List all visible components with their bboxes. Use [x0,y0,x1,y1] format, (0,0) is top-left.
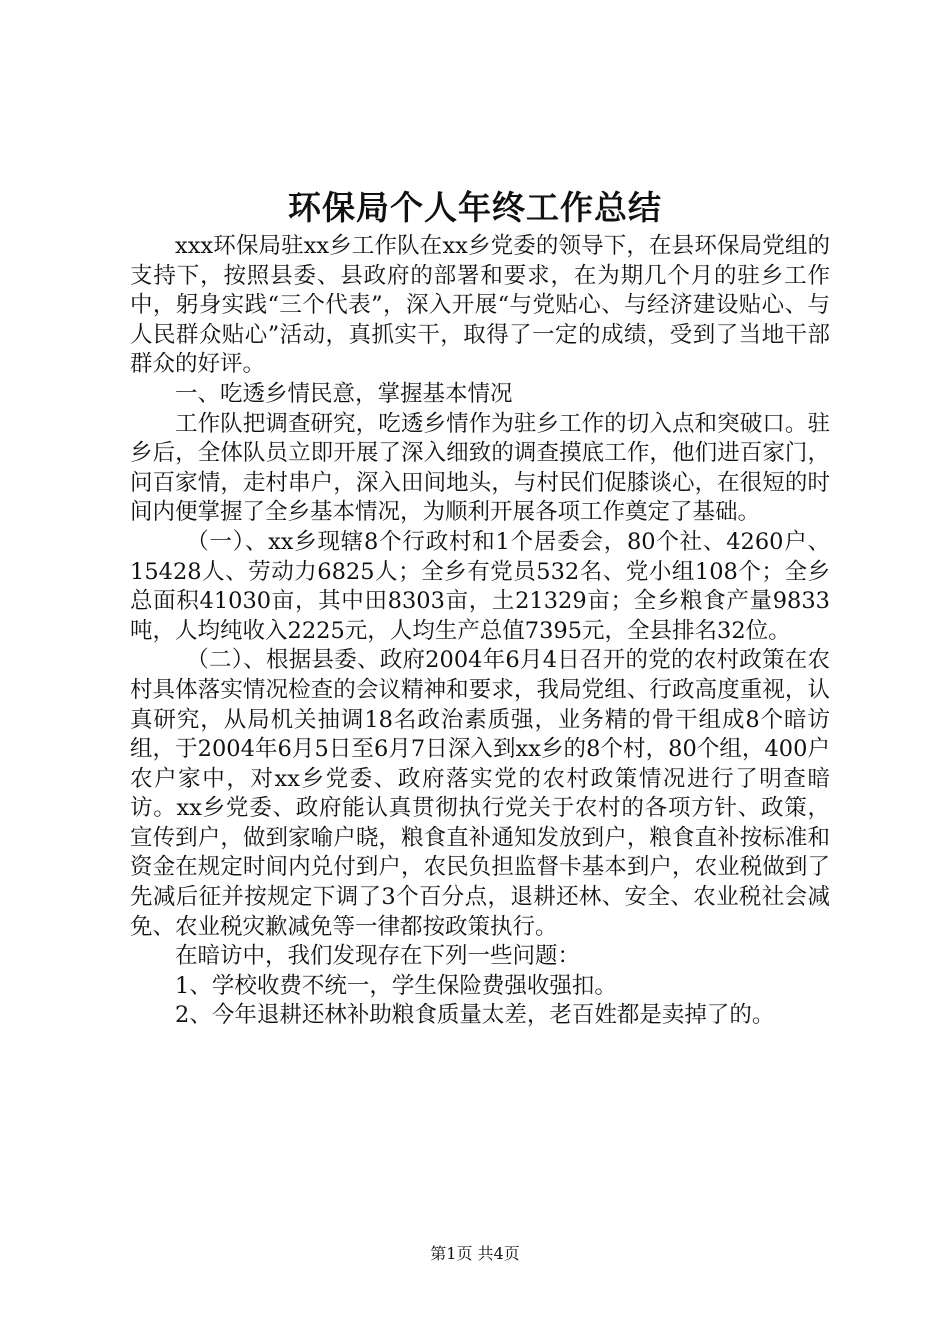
paragraph-intro: xxx环保局驻xx乡工作队在xx乡党委的领导下，在县环保局党组的支持下，按照县委、县政府的部署和要求，在为期几个月的驻乡工作中，躬身实践“三个代表”，深入开展“与党贴心、与经济建设贴心、与人民群众贴心”活动，真抓实干，取得了一定的成绩，受到了当地干部群众的好评。 [130,233,830,378]
section-heading-1: 一、吃透乡情民意，掌握基本情况 [175,380,513,407]
paragraph-investigation: 工作队把调查研究，吃透乡情作为驻乡工作的切入点和突破口。驻乡后，全体队员立即开展了深入细致的调查摸底工作，他们进百家门，问百家情，走村串户，深入田间地头，与村民们促膝谈心，在很短的时间内便掌握了全乡基本情况，为顺利开展各项工作奠定了基础。 [130,410,830,526]
paragraph-item-1: （一）、xx乡现辖8个行政村和1个居委会，80个社、4260户、15428人、劳动力6825人；全乡有党员532名、党小组108个；全乡总面积41030亩，其中田8303亩，土21329亩；全乡粮食产量9833吨，人均纯收入2225元，人均生产总值7395元，全县排名32位。 [130,528,830,644]
page-footer: 第1页 共4页 [430,1244,520,1263]
issue-item-2: 2、今年退耕还林补助粮食质量太差，老百姓都是卖掉了的。 [175,1002,775,1029]
document-title: 环保局个人年终工作总结 [288,188,662,227]
issue-item-1: 1、学校收费不统一，学生保险费强收强扣。 [175,972,617,999]
paragraph-item-2: （二）、根据县委、政府2004年6月4日召开的党的农村政策在农村具体落实情况检查的会议精神和要求，我局党组、行政高度重视，认真研究，从局机关抽调18名政治素质强，业务精的骨干组成8个暗访组，于2004年6月5日至6月7日深入到xx乡的8个村，80个组，400户农户家中，对xx乡党委、政府落实党的农村政策情况进行了明查暗访。xx乡党委、政府能认真贯彻执行党关于农村的各项方针、政策，宣传到户，做到家喻户晓，粮食直补通知发放到户，粮食直补按标准和资金在规定时间内兑付到户，农民负担监督卡基本到户，农业税做到了先减后征并按规定下调了3个百分点，退耕还林、安全、农业税社会减免、农业税灾歉减免等一律都按政策执行。 [130,647,830,940]
paragraph-issues-intro: 在暗访中，我们发现存在下列一些问题： [175,943,581,970]
document-body [130,232,830,1031]
